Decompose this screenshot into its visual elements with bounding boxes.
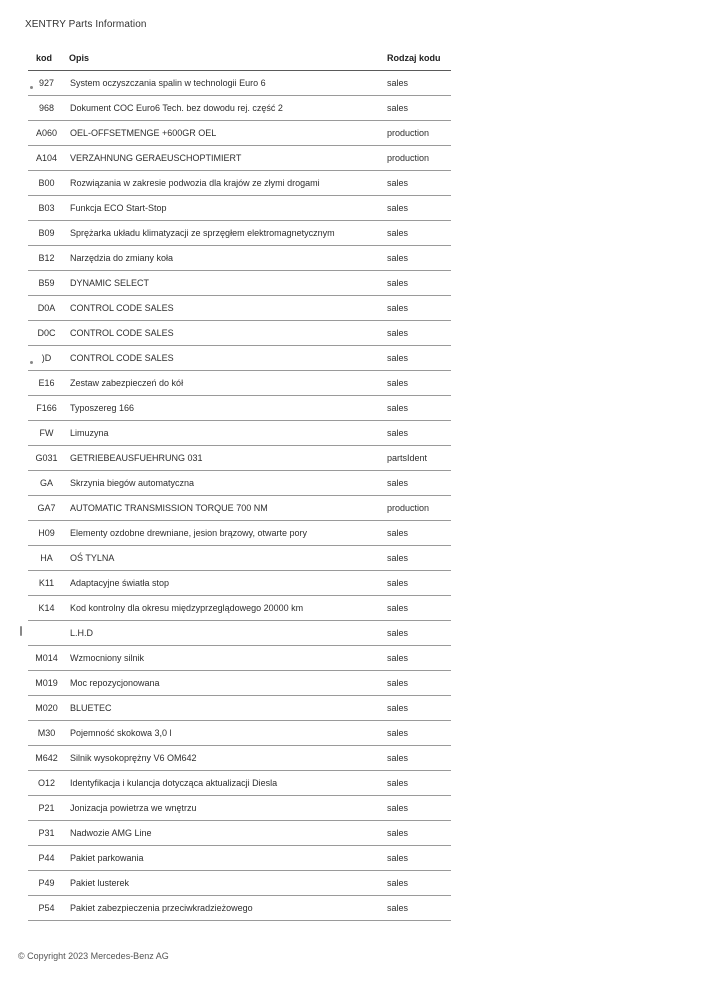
code-cell: M019 xyxy=(28,671,69,696)
description-cell: DYNAMIC SELECT xyxy=(69,271,387,296)
code-type-cell: sales xyxy=(387,521,451,546)
description-cell: Wzmocniony silnik xyxy=(69,646,387,671)
code-cell: M014 xyxy=(28,646,69,671)
code-cell: P21 xyxy=(28,796,69,821)
code-cell: D0A xyxy=(28,296,69,321)
description-cell: Skrzynia biegów automatyczna xyxy=(69,471,387,496)
description-cell: Elementy ozdobne drewniane, jesion brązowy, otwarte pory xyxy=(69,521,387,546)
description-cell: CONTROL CODE SALES xyxy=(69,321,387,346)
code-cell: B09 xyxy=(28,221,69,246)
code-type-cell: sales xyxy=(387,71,451,96)
description-cell: BLUETEC xyxy=(69,696,387,721)
table-row xyxy=(28,721,451,746)
code-type-cell: sales xyxy=(387,371,451,396)
parts-table xyxy=(28,46,451,921)
code-cell: 927 xyxy=(28,71,69,96)
table-row xyxy=(28,171,451,196)
code-type-cell: sales xyxy=(387,671,451,696)
code-cell: K11 xyxy=(28,571,69,596)
code-type-cell: sales xyxy=(387,821,451,846)
table-row xyxy=(28,771,451,796)
code-type-cell: production xyxy=(387,496,451,521)
table-row xyxy=(28,121,451,146)
code-type-cell: sales xyxy=(387,421,451,446)
code-type-cell: sales xyxy=(387,646,451,671)
code-cell: P54 xyxy=(28,896,69,921)
description-cell: Kod kontrolny dla okresu międzyprzeglądowego 20000 km xyxy=(69,596,387,621)
code-cell: B00 xyxy=(28,171,69,196)
description-cell: Limuzyna xyxy=(69,421,387,446)
table-row xyxy=(28,196,451,221)
code-type-cell: sales xyxy=(387,696,451,721)
table-row xyxy=(28,521,451,546)
table-header-row xyxy=(28,46,451,71)
description-cell: Pojemność skokowa 3,0 l xyxy=(69,721,387,746)
code-cell: 968 xyxy=(28,96,69,121)
table-row xyxy=(28,321,451,346)
code-cell: M30 xyxy=(28,721,69,746)
code-type-cell: sales xyxy=(387,771,451,796)
table-row xyxy=(28,146,451,171)
code-type-cell: sales xyxy=(387,246,451,271)
code-cell: B03 xyxy=(28,196,69,221)
code-type-cell: sales xyxy=(387,296,451,321)
column-header-description: Opis xyxy=(69,46,387,71)
description-cell: Funkcja ECO Start-Stop xyxy=(69,196,387,221)
table-row xyxy=(28,346,451,371)
code-cell: D0C xyxy=(28,321,69,346)
table-row xyxy=(28,71,451,96)
code-type-cell: sales xyxy=(387,321,451,346)
code-cell: P49 xyxy=(28,871,69,896)
code-cell: H09 xyxy=(28,521,69,546)
code-cell: E16 xyxy=(28,371,69,396)
description-cell: Silnik wysokoprężny V6 OM642 xyxy=(69,746,387,771)
table-row xyxy=(28,796,451,821)
table-row xyxy=(28,371,451,396)
table-row xyxy=(28,871,451,896)
code-type-cell: sales xyxy=(387,746,451,771)
description-cell: VERZAHNUNG GERAEUSCHOPTIMIERT xyxy=(69,146,387,171)
description-cell: System oczyszczania spalin w technologii Euro 6 xyxy=(69,71,387,96)
description-cell: Moc repozycjonowana xyxy=(69,671,387,696)
code-type-cell: production xyxy=(387,146,451,171)
description-cell: OEL-OFFSETMENGE +600GR OEL xyxy=(69,121,387,146)
code-type-cell: sales xyxy=(387,871,451,896)
table-row xyxy=(28,671,451,696)
scan-speck xyxy=(30,361,33,364)
code-type-cell: sales xyxy=(387,796,451,821)
description-cell: OŚ TYLNA xyxy=(69,546,387,571)
code-cell: A060 xyxy=(28,121,69,146)
code-cell: P31 xyxy=(28,821,69,846)
code-type-cell: sales xyxy=(387,721,451,746)
code-type-cell: sales xyxy=(387,571,451,596)
code-cell: )D xyxy=(28,346,69,371)
code-type-cell: sales xyxy=(387,221,451,246)
table-row xyxy=(28,96,451,121)
table-row xyxy=(28,246,451,271)
code-type-cell: partsIdent xyxy=(387,446,451,471)
column-header-code: kod xyxy=(28,46,69,71)
description-cell: L.H.D xyxy=(69,621,387,646)
description-cell: Typoszereg 166 xyxy=(69,396,387,421)
code-cell: F166 xyxy=(28,396,69,421)
code-cell: O12 xyxy=(28,771,69,796)
table-row xyxy=(28,546,451,571)
copyright-footer: © Copyright 2023 Mercedes-Benz AG xyxy=(18,951,169,961)
description-cell: CONTROL CODE SALES xyxy=(69,296,387,321)
code-type-cell: sales xyxy=(387,96,451,121)
page-title: XENTRY Parts Information xyxy=(25,19,147,30)
table-row xyxy=(28,296,451,321)
code-cell: GA7 xyxy=(28,496,69,521)
code-type-cell: sales xyxy=(387,346,451,371)
code-type-cell: sales xyxy=(387,396,451,421)
code-cell: M020 xyxy=(28,696,69,721)
code-type-cell: sales xyxy=(387,846,451,871)
description-cell: Identyfikacja i kulancja dotycząca aktualizacji Diesla xyxy=(69,771,387,796)
table-body xyxy=(28,71,451,921)
table-row xyxy=(28,696,451,721)
scan-speck xyxy=(20,626,22,636)
code-cell: G031 xyxy=(28,446,69,471)
description-cell: GETRIEBEAUSFUEHRUNG 031 xyxy=(69,446,387,471)
code-cell: K14 xyxy=(28,596,69,621)
table-row xyxy=(28,571,451,596)
table-row xyxy=(28,746,451,771)
code-type-cell: sales xyxy=(387,896,451,921)
code-type-cell: sales xyxy=(387,171,451,196)
table-row xyxy=(28,621,451,646)
table-row xyxy=(28,596,451,621)
code-type-cell: sales xyxy=(387,196,451,221)
scan-speck xyxy=(30,86,33,89)
description-cell: Jonizacja powietrza we wnętrzu xyxy=(69,796,387,821)
table-row xyxy=(28,396,451,421)
table-row xyxy=(28,221,451,246)
code-cell: HA xyxy=(28,546,69,571)
description-cell: Pakiet parkowania xyxy=(69,846,387,871)
code-type-cell: sales xyxy=(387,271,451,296)
table-row xyxy=(28,496,451,521)
table-row xyxy=(28,821,451,846)
description-cell: AUTOMATIC TRANSMISSION TORQUE 700 NM xyxy=(69,496,387,521)
table-row xyxy=(28,421,451,446)
description-cell: Adaptacyjne światła stop xyxy=(69,571,387,596)
code-cell: B12 xyxy=(28,246,69,271)
description-cell: Rozwiązania w zakresie podwozia dla krajów ze złymi drogami xyxy=(69,171,387,196)
code-type-cell: sales xyxy=(387,471,451,496)
table-row xyxy=(28,271,451,296)
description-cell: Nadwozie AMG Line xyxy=(69,821,387,846)
description-cell: Zestaw zabezpieczeń do kół xyxy=(69,371,387,396)
code-cell: P44 xyxy=(28,846,69,871)
table-row xyxy=(28,846,451,871)
table-row xyxy=(28,896,451,921)
code-cell: M642 xyxy=(28,746,69,771)
code-cell: A104 xyxy=(28,146,69,171)
code-cell: FW xyxy=(28,421,69,446)
table-row xyxy=(28,446,451,471)
code-cell xyxy=(28,621,69,646)
description-cell: Sprężarka układu klimatyzacji ze sprzęgłem elektromagnetycznym xyxy=(69,221,387,246)
code-cell: B59 xyxy=(28,271,69,296)
code-type-cell: sales xyxy=(387,546,451,571)
code-type-cell: sales xyxy=(387,596,451,621)
table-row xyxy=(28,471,451,496)
description-cell: Narzędzia do zmiany koła xyxy=(69,246,387,271)
description-cell: Pakiet zabezpieczenia przeciwkradzieżowego xyxy=(69,896,387,921)
code-type-cell: sales xyxy=(387,621,451,646)
table-row xyxy=(28,646,451,671)
description-cell: Dokument COC Euro6 Tech. bez dowodu rej. część 2 xyxy=(69,96,387,121)
description-cell: CONTROL CODE SALES xyxy=(69,346,387,371)
code-type-cell: production xyxy=(387,121,451,146)
code-cell: GA xyxy=(28,471,69,496)
description-cell: Pakiet lusterek xyxy=(69,871,387,896)
column-header-code-type: Rodzaj kodu xyxy=(387,46,451,71)
